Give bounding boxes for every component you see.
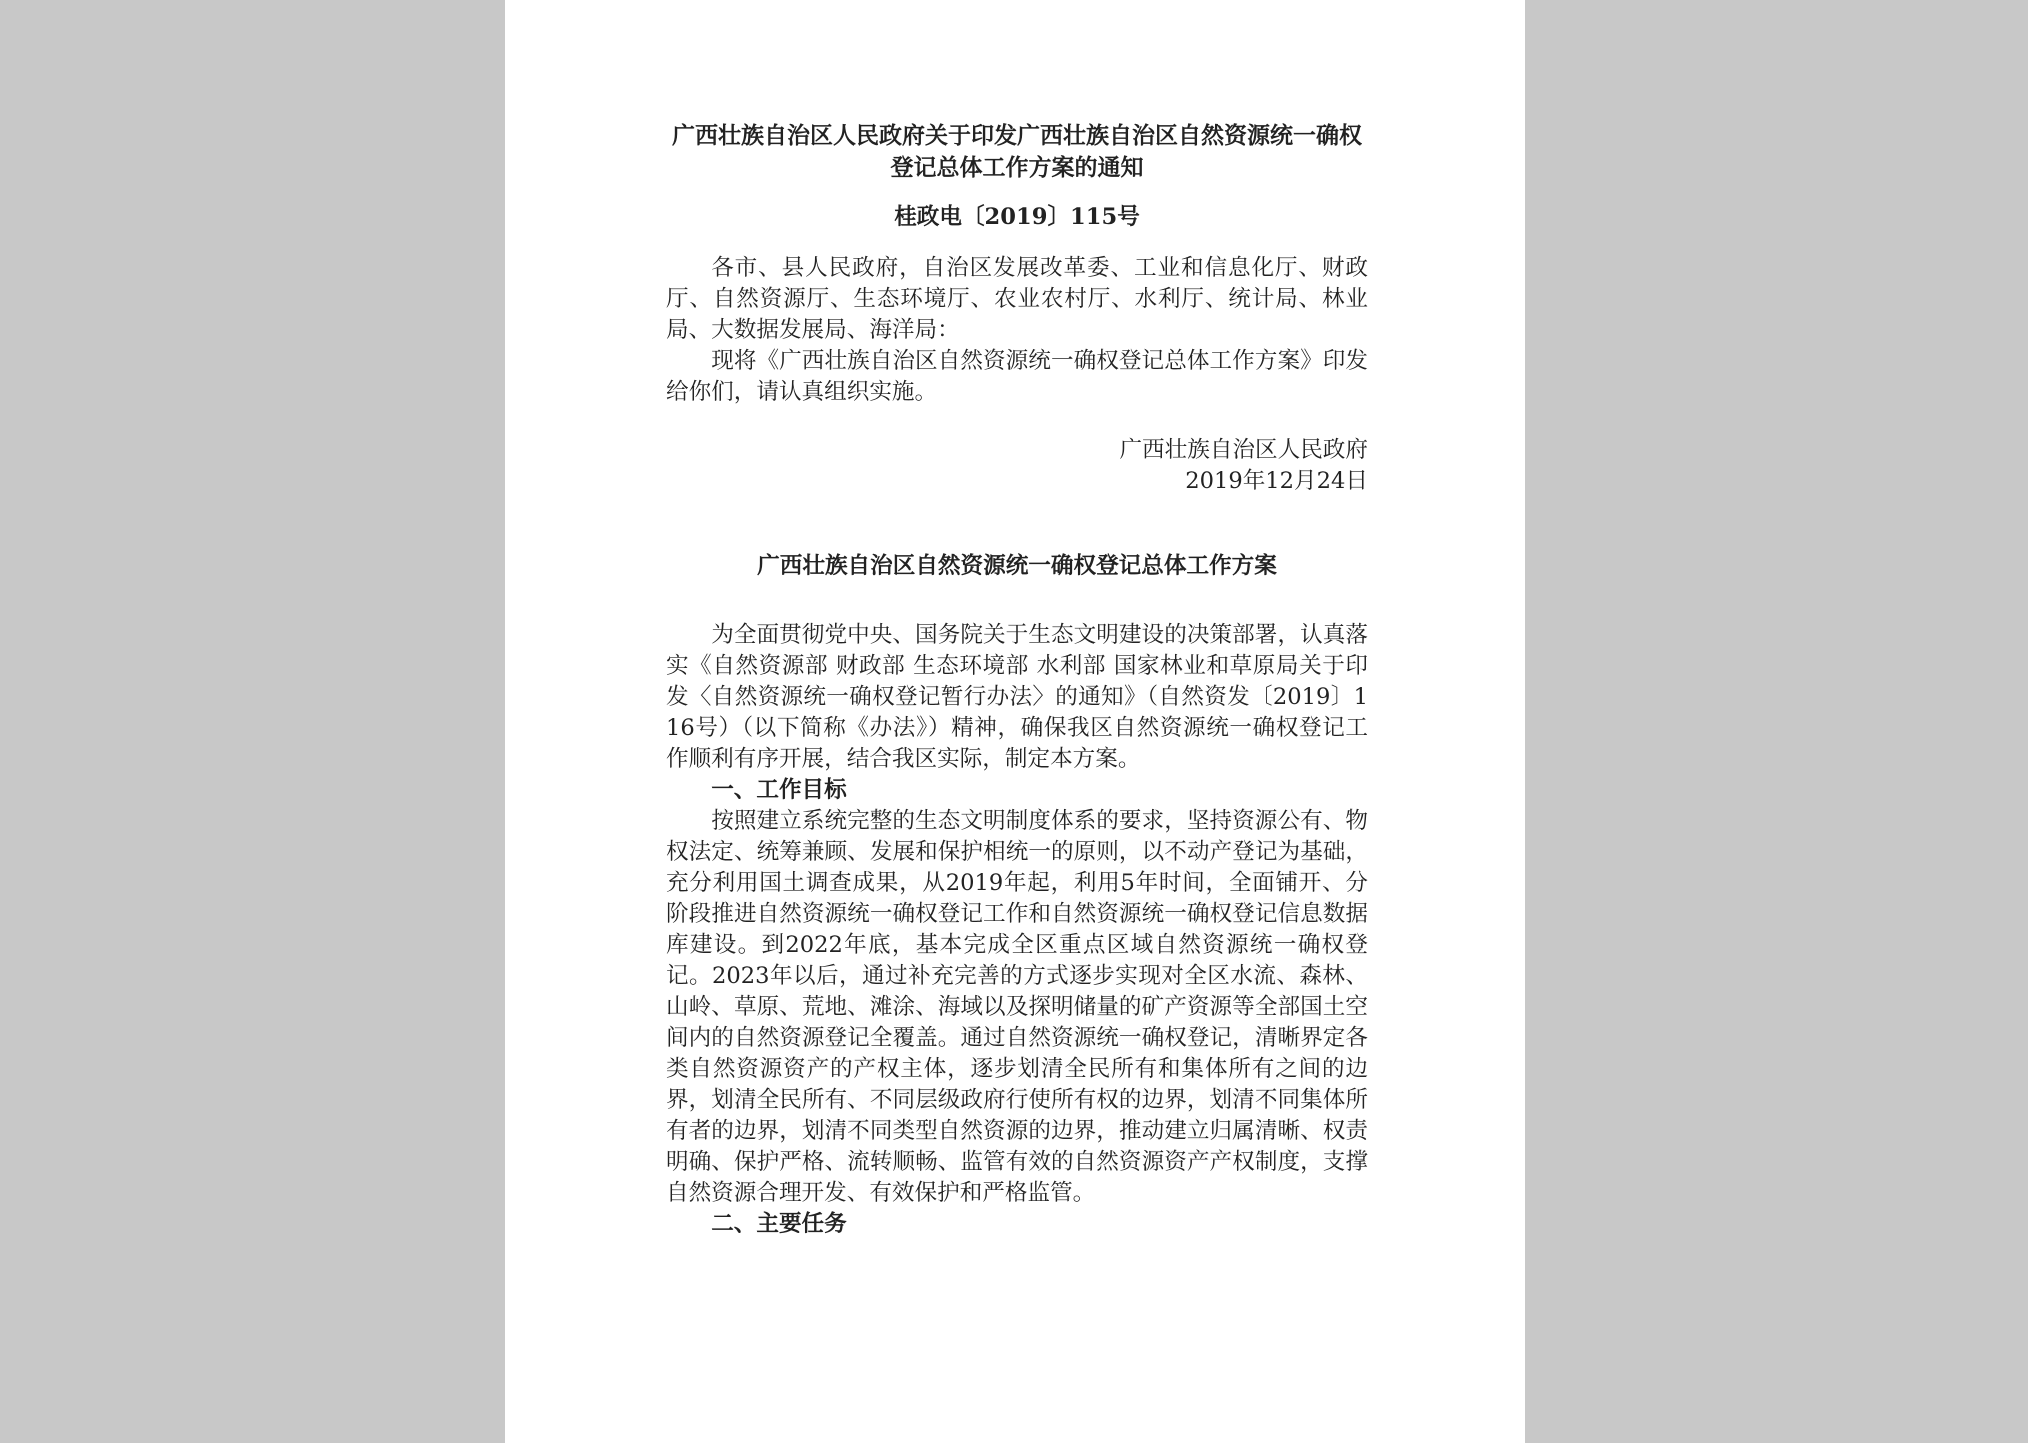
section-heading-tasks: 二、主要任务 [711, 1211, 847, 1237]
notice-body-paragraph: 现将《广西壮族自治区自然资源统一确权登记总体工作方案》印发给你们，请认真组织实施。 [666, 348, 1368, 405]
issuing-authority: 广西壮族自治区人民政府 [1119, 437, 1368, 463]
document-page [505, 0, 1525, 1443]
recipients-paragraph: 各市、县人民政府，自治区发展改革委、工业和信息化厅、财政厅、自然资源厅、生态环境厅、农业农村厅、水利厅、统计局、林业局、大数据发展局、海洋局： [666, 255, 1368, 343]
document-content [666, 120, 1368, 1240]
plan-title: 广西壮族自治区自然资源统一确权登记总体工作方案 [757, 553, 1277, 579]
plan-intro-paragraph: 为全面贯彻党中央、国务院关于生态文明建设的决策部署，认真落实《自然资源部 财政部 生态环境部 水利部 国家林业和草原局关于印发〈自然资源统一确权登记暂行办法〉的通知》（自然资发〔2019〕116号）（以下简称《办法》）精神，确保我区自然资源统一确权登记工作顺利有序开展，结合我区实际，制定本方案。 [666, 622, 1368, 772]
section-heading-goals: 一、工作目标 [711, 777, 847, 803]
notice-title: 广西壮族自治区人民政府关于印发广西壮族自治区自然资源统一确权登记总体工作方案的通知 [672, 122, 1362, 181]
signature-block [666, 435, 1368, 497]
issue-date: 2019年12月24日 [1185, 468, 1368, 494]
section-goals-paragraph: 按照建立系统完整的生态文明制度体系的要求，坚持资源公有、物权法定、统筹兼顾、发展和保护相统一的原则，以不动产登记为基础，充分利用国土调查成果，从2019年起，利用5年时间，全面铺开、分阶段推进自然资源统一确权登记工作和自然资源统一确权登记信息数据库建设。到2022年底，基本完成全区重点区域自然资源统一确权登记。2023年以后，通过补充完善的方式逐步实现对全区水流、森林、山岭、草原、荒地、滩涂、海域以及探明储量的矿产资源等全部国土空间内的自然资源登记全覆盖。通过自然资源统一确权登记，清晰界定各类自然资源资产的产权主体，逐步划清全民所有和集体所有之间的边界，划清全民所有、不同层级政府行使所有权的边界，划清不同集体所有者的边界，划清不同类型自然资源的边界，推动建立归属清晰、权责明确、保护严格、流转顺畅、监管有效的自然资源资产产权制度，支撑自然资源合理开发、有效保护和严格监管。 [666, 808, 1368, 1206]
document-number: 桂政电〔2019〕115号 [894, 204, 1140, 230]
